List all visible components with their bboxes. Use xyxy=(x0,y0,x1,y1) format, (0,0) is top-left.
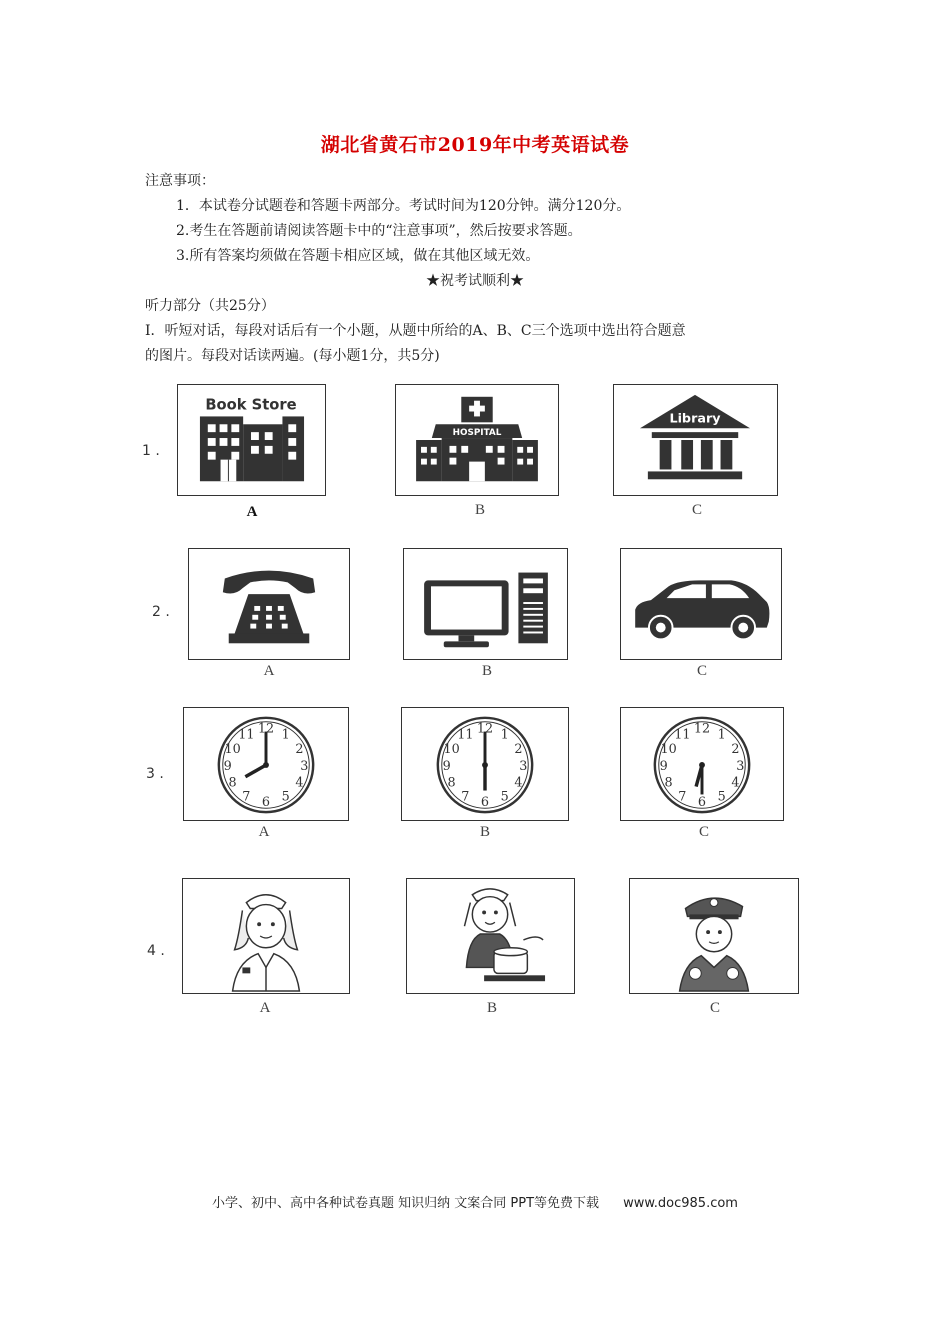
svg-text:12: 12 xyxy=(476,721,494,737)
option-2b-picture xyxy=(403,548,568,660)
notes-heading: 注意事项： xyxy=(145,173,215,189)
svg-text:7: 7 xyxy=(678,789,687,805)
svg-text:6: 6 xyxy=(480,795,490,811)
option-1a-label: A xyxy=(246,504,258,520)
question-number-3: 3 . xyxy=(146,766,164,782)
svg-text:6: 6 xyxy=(697,795,707,811)
note-item-1: 1．本试卷分试题卷和答题卡两部分。考试时间为120分钟。满分120分。 xyxy=(176,198,631,214)
question-number-2: 2 . xyxy=(152,604,170,620)
police-officer-icon xyxy=(630,879,798,993)
clock-icon xyxy=(621,708,783,820)
library-sign: Library xyxy=(669,411,721,427)
option-2c-label: C xyxy=(696,663,707,679)
svg-text:11: 11 xyxy=(457,727,474,743)
option-3c-picture xyxy=(620,707,784,821)
option-4c-label: C xyxy=(709,1000,720,1016)
svg-text:1: 1 xyxy=(717,727,726,743)
section-heading: 听力部分（共25分） xyxy=(145,298,275,314)
car-icon xyxy=(621,549,781,659)
svg-text:1: 1 xyxy=(500,727,509,743)
svg-text:5: 5 xyxy=(281,789,290,805)
option-2a-label: A xyxy=(263,663,275,679)
book-store-sign: Book Store xyxy=(205,396,297,414)
blessing: ★祝考试顺利★ xyxy=(426,273,524,289)
option-4b-label: B xyxy=(486,1000,497,1016)
svg-text:2: 2 xyxy=(731,742,740,758)
svg-text:12: 12 xyxy=(693,721,711,737)
option-3c-label: C xyxy=(698,824,709,840)
svg-text:11: 11 xyxy=(674,727,691,743)
telephone-icon xyxy=(189,549,349,659)
hospital-building-icon xyxy=(396,385,558,495)
clock-icon xyxy=(184,708,348,820)
option-2c-picture xyxy=(620,548,782,660)
computer-icon xyxy=(404,549,567,659)
svg-text:4: 4 xyxy=(295,775,304,791)
svg-text:10: 10 xyxy=(443,742,460,758)
svg-text:5: 5 xyxy=(717,789,726,805)
svg-text:8: 8 xyxy=(664,775,673,791)
clock-icon xyxy=(402,708,568,820)
option-4c-picture xyxy=(629,878,799,994)
svg-text:5: 5 xyxy=(500,789,509,805)
option-2b-label: B xyxy=(481,663,492,679)
question-number-1: 1 . xyxy=(142,443,160,459)
svg-text:3: 3 xyxy=(300,758,309,774)
option-1c-picture xyxy=(613,384,778,496)
option-4b-picture xyxy=(406,878,575,994)
note-item-3: 3.所有答案均须做在答题卡相应区域，做在其他区域无效。 xyxy=(176,248,540,264)
svg-text:2: 2 xyxy=(514,742,523,758)
svg-text:7: 7 xyxy=(461,789,470,805)
svg-text:10: 10 xyxy=(224,742,241,758)
svg-text:9: 9 xyxy=(442,758,451,774)
option-1a-picture xyxy=(177,384,326,496)
page-footer xyxy=(0,1192,950,1211)
svg-text:4: 4 xyxy=(514,775,523,791)
option-1b-picture xyxy=(395,384,559,496)
note-item-2: 2.考生在答题前请阅读答题卡中的“注意事项”，然后按要求答题。 xyxy=(176,223,582,239)
option-3b-picture xyxy=(401,707,569,821)
svg-text:3: 3 xyxy=(519,758,528,774)
svg-text:9: 9 xyxy=(223,758,232,774)
section-instruction-2: 的图片。每段对话读两遍。(每小题1分，共5分) xyxy=(145,348,440,364)
option-3a-picture xyxy=(183,707,349,821)
svg-text:4: 4 xyxy=(731,775,740,791)
svg-text:11: 11 xyxy=(238,727,255,743)
svg-text:12: 12 xyxy=(257,721,275,737)
book-store-building-icon xyxy=(178,385,325,495)
page-title: 湖北省黄石市2019年中考英语试卷 xyxy=(320,134,630,156)
svg-text:9: 9 xyxy=(659,758,668,774)
option-4a-label: A xyxy=(259,1000,271,1016)
option-3b-label: B xyxy=(479,824,490,840)
svg-text:7: 7 xyxy=(242,789,251,805)
footer-site-link[interactable]: www.doc985.com xyxy=(623,1196,738,1211)
hospital-sign: HOSPITAL xyxy=(452,428,502,439)
nurse-icon xyxy=(183,879,349,993)
svg-text:8: 8 xyxy=(228,775,237,791)
option-3a-label: A xyxy=(258,824,270,840)
svg-text:1: 1 xyxy=(281,727,290,743)
svg-text:6: 6 xyxy=(261,795,271,811)
option-2a-picture xyxy=(188,548,350,660)
svg-text:8: 8 xyxy=(447,775,456,791)
option-1c-label: C xyxy=(691,502,702,518)
question-number-4: 4 . xyxy=(147,943,165,959)
section-instruction-1: I．听短对话，每段对话后有一个小题，从题中所给的A、B、C三个选项中选出符合题意 xyxy=(145,323,686,339)
option-4a-picture xyxy=(182,878,350,994)
footer-text: 小学、初中、高中各种试卷真题 知识归纳 文案合同 PPT等免费下载 xyxy=(212,1196,600,1211)
library-building-icon xyxy=(614,385,777,495)
option-1b-label: B xyxy=(474,502,485,518)
svg-text:10: 10 xyxy=(660,742,677,758)
cook-icon xyxy=(407,879,574,993)
svg-text:3: 3 xyxy=(736,758,745,774)
svg-text:2: 2 xyxy=(295,742,304,758)
